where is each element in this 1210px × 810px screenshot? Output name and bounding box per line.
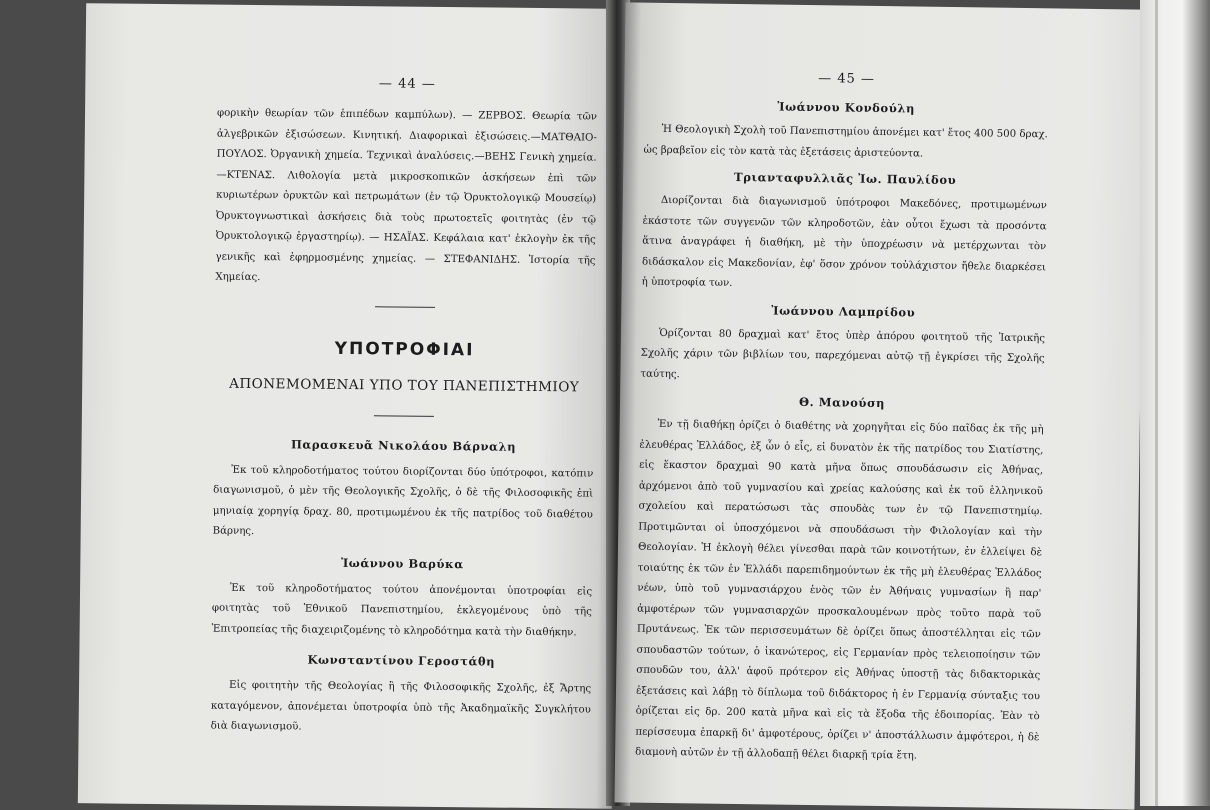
scholarship-title: Θ. Μανούση: [798, 394, 886, 411]
right-page: [614, 2, 1145, 809]
scholarship-title: Ἰωάννου Κονδούλη: [777, 99, 916, 116]
scholarship-title: Κωνσταντίνου Γεροστάθη: [307, 652, 496, 669]
scholarship-text: Διορίζονται διὰ διαγωνισμοῦ ὑπότροφοι Μακεδόνες, προτιμωμένων ἑκάστοτε τῶν συγγενῶν τῶν κληροδοτῶν, ἐὰν οὗτοι ἔχωσι τὰ προσόντα ἅτινα ἀναγράφει ἡ διαθήκη, μὲ τὴν ὑποχρέωσιν νὰ μετέρχωνται τὸν διδάσκαλον εἰς Μακεδονίαν, ἐφ' ὅσον χρόνον τοὐλάχιστον ἤθελε διαρκέσει ἡ ὑποτροφία των.: [641, 194, 1047, 289]
scholarship-title: Τριανταφυλλιᾶς Ἰω. Παυλίδου: [734, 169, 957, 188]
page-number: — 44 —: [378, 76, 436, 92]
scholarship-title: Ἰωάννου Λαμπρίδου: [771, 302, 916, 319]
scholarship-text: Ὁρίζονται 80 δραχμαὶ κατ' ἔτος ὑπὲρ ἀπόρου φοιτητοῦ τῆς Ἰατρικῆς Σχολῆς χάριν τῶν βιβλίων του, παρεχόμεναι αὐτῷ τῇ ἐγκρίσει τῆς Σχολῆς ταύτης.: [640, 327, 1046, 380]
page-edge-line: [1155, 0, 1158, 806]
left-page: [78, 3, 620, 809]
scholarship-title: Παρασκευᾶ Νικολάου Βάρναλη: [290, 436, 517, 454]
page-edges: [1140, 0, 1210, 806]
scholarship-title: Ἰωάννου Βαρύκα: [340, 555, 464, 571]
intro-paragraph: φορικὴν θεωρίαν τῶν ἐπιπέδων καμπύλων). — ΖΕΡΒΟΣ. Θεωρία τῶν ἀλγεβρικῶν ἐξισώσεων. Κινητική. Διαφορικαὶ ἐξισώσεις.—ΜΑΤΘΑΙΟ-ΠΟΥΛΟΣ. Ὀργανικὴ χημεία. Τεχνικαὶ ἀναλύσεις.—ΒΕΗΣ Γενικὴ χημεία.—ΚΤΕΝΑΣ. Λιθολογία μετὰ μικροσκοπικῶν ἀσκήσεων ἐπὶ τῶν κυριωτέρων ὀρυκτῶν καὶ πετρωμάτων (ἐν τῷ Ὀρυκτολογικῷ Μουσείῳ) Ὀρυκτογνωστικαὶ ἀσκήσεις διὰ τοὺς πρωτοετεῖς φοιτητὰς (ἐν τῷ Ὀρυκτολογικῷ ἐργαστηρίῳ). — ΗΣΑΪΑΣ. Κεφάλαια κατ' ἐκλογὴν ἐκ τῆς γενικῆς καὶ ἐφηρμοσμένης χημείας. — ΣΤΕΦΑΝΙΔΗΣ. Ἱστορία τῆς Χημείας.: [215, 107, 598, 284]
left-page-content: [211, 75, 598, 741]
scholarship-text: Ἡ Θεολογικὴ Σχολὴ τοῦ Πανεπιστημίου ἀπονέμει κατ' ἔτος 400 500 δραχ. ὡς βραβεῖον εἰς τὸν κατὰ τὰς ἐξετάσεις ἀριστεύοντα.: [643, 123, 1048, 160]
scholarship-text: Ἐκ τοῦ κληροδοτήματος τούτου ἀπονέμονται ὑποτροφίαι εἰς φοιτητὰς τοῦ Ἐθνικοῦ Πανεπιστημίου, ἐκλεγομένους ὑπὸ τῆς Ἐπιτροπείας τῆς διαχειριζομένης τὸ κληροδότημα κατὰ τὴν διαθήκην.: [211, 582, 593, 638]
scholarship-text: Ἐκ τοῦ κληροδοτήματος τούτου διορίζονται δύο ὑπότροφοι, κατόπιν διαγωνισμοῦ, ὁ μὲν τῆς Θεολογικῆς Σχολῆς, ὁ δὲ τῆς Φιλοσοφικῆς ἐπὶ μηνιαίᾳ χορηγίᾳ δραχ. 80, προτιμωμένου ἐκ τῆς πατρίδος τοῦ διαθέτου Βάρνης.: [212, 464, 594, 538]
scholarship-text: Εἰς φοιτητὴν τῆς Θεολογίας ἢ τῆς Φιλοσοφικῆς Σχολῆς, ἐξ Ἄρτης καταγόμενον, ἀπονέμεται ὑποτροφία ὑπὸ τῆς Ἀκαδημαϊκῆς Συγκλήτου διὰ διαγωνισμοῦ.: [210, 679, 592, 733]
section-heading: ΥΠΟΤΡΟΦΙΑΙ: [334, 338, 475, 360]
scholarship-text: Ἐν τῇ διαθήκῃ ὁρίζει ὁ διαθέτης νὰ χορηγῆται εἰς δύο παῖδας ἐκ τῆς μὴ ἐλευθέρας Ἑλλάδος, ἐξ ὧν ὁ εἷς, εἰ δυνατὸν ἐκ τῆς πατρίδος του Σιατίστης, εἰς ἕκαστον δραχμαὶ 90 κατὰ μῆνα ὅπως σπουδάσωσιν εἰς Ἀθήνας, ἀρχόμενοι ἀπὸ τοῦ γυμνασίου καὶ χρείας καλούσης καὶ ἐκ τοῦ ἑλληνικοῦ σχολείου καὶ περατώσωσι τὰς σπουδὰς των ἐν τῷ Πανεπιστημίῳ. Προτιμῶνται οἱ ὑποσχόμενοι νὰ σπουδάσωσι τὴν Φιλολογίαν καὶ τὴν Θεολογίαν. Ἡ ἐκλογὴ θέλει γίνεσθαι παρὰ τῶν κοινοτήτων, ἐν ἐλλείψει δὲ τοιαύτης ἐκ τῶν ἐν Ἑλλάδι παρεπιδημούντων ἐκ τῆς μὴ ἐλευθέρας Ἑλλάδος νέων, ὑπὸ τοῦ γυμνασιάρχου ἑνὸς τῶν ἐν Ἀθήναις γυμνασίων ἢ παρ' ἀμφοτέρων τῶν γυμνασιαρχῶν προσκαλουμένων πρὸς τοῦτο παρὰ τοῦ Πρυτάνεως. Ἐκ τῶν περισσευμάτων δὲ ὁρίζει ὅπως ἀποστέλληται εἰς τῶν σπουδαστῶν τούτων, ὁ ἱκανώτερος, εἰς Γερμανίαν πρὸς τελειοποίησιν τῶν σπουδῶν του, ἀλλ' ἀφοῦ πρότερον εἰς Ἀθήνας ὑποστῇ τὰς διδακτορικὰς ἐξετάσεις καὶ λάβῃ τὸ δίπλωμα τοῦ διδάκτορος ἡ ἐν Γερμανίᾳ σύνταξις του ὁρίζεται εἰς δρ. 200 κατὰ μῆνα καὶ εἰς τὰ ἔξοδα τῆς ἐδοιπορίας. Ἐὰν τὸ περίσσευμα ἐπαρκῇ δι' ἀμφοτέρους, ὁρίζει ν' ἀποστάλλωσιν ἀμφότεροι, ἡ δὲ διαμονὴ αὐτῶν ἐν τῇ ἀλλοδαπῇ θέλει διαρκῇ τρία ἔτη.: [635, 418, 1044, 762]
page-number: — 45 —: [818, 71, 876, 87]
section-subheading: ΑΠΟΝΕΜΟΜΕΝΑΙ ΥΠΟ ΤΟΥ ΠΑΝΕΠΙΣΤΗΜΙΟΥ: [229, 375, 580, 395]
right-page-content: [635, 69, 1049, 769]
